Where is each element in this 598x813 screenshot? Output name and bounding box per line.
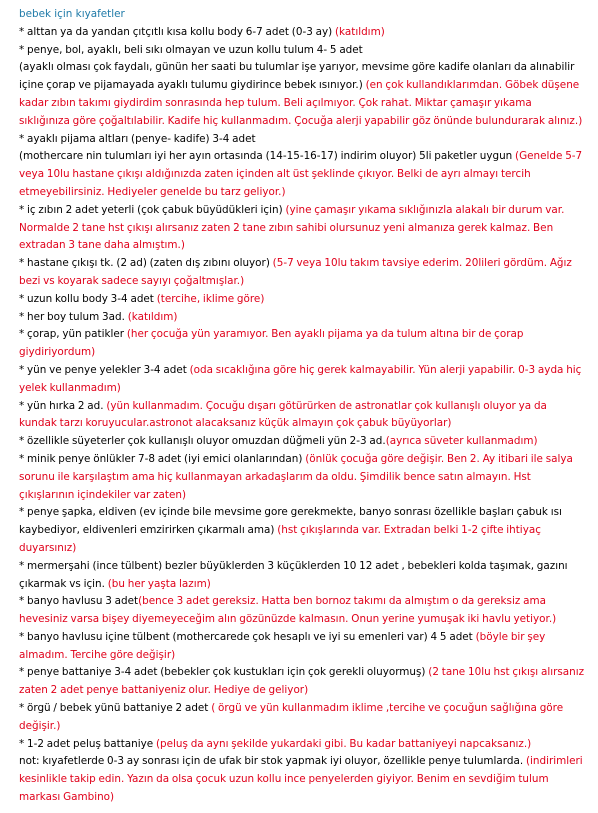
item-text: * banyo havlusu 3 adet — [19, 595, 139, 608]
list-item — [19, 736, 585, 754]
item-text: * minik penye önlükler 7-8 adet (iyi emici olanlarından) — [19, 452, 306, 465]
list-item — [19, 433, 585, 451]
list-item — [19, 202, 585, 255]
item-comment: (bence 3 adet gereksiz. Hatta ben bornoz takımı da almıştım o da gereksiz ama hevesiniz varsa bişey diyemeyeceğim alın gözünüzde kalmasın. Onun yerine yumuşak iki havlu yetiyor.) — [19, 595, 557, 626]
item-text: * uzun kollu body 3-4 adet — [19, 292, 157, 305]
item-text: * alttan ya da yandan çıtçıtlı kısa kollu body 6-7 adet (0-3 ay) — [19, 25, 335, 38]
item-comment: (5-7 veya 10lu takım tavsiye ederim. 20lileri gördüm. Ağız bezi vs koyarak sadece sayıyı çoğaltmışlar.) — [19, 257, 572, 287]
item-comment: (yine çamaşır yıkama sıklığınızla alakalı bir durum var. Normalde 2 tane hst çıkışı alırsanız zaten 2 tane zıbın sahibi olursunuz yeni almanıza gerek kalmaz. Ben extradan 3 tane daha almıştım.) — [19, 203, 565, 252]
item-comment: (bu her yaşta lazım) — [107, 577, 211, 590]
item-comment: (tercihe, iklime göre) — [156, 292, 265, 305]
document — [19, 6, 585, 807]
item-text: * 1-2 adet peluş battaniye — [19, 737, 156, 750]
item-text: * mermerşahi (ince tülbent) bezler büyüklerden 3 küçüklerden 10 12 adet , bebekleri kolda taşımak, gazını çıkarmak vs için. — [19, 559, 568, 590]
item-comment: (hst çıkışlarında var. Extradan belki 1-2 çifte ihtiyaç duyarsınız) — [19, 524, 541, 554]
item-text: * yün ve penye yelekler 3-4 adet — [19, 363, 190, 376]
item-text: * banyo havlusu içine tülbent (mothercarede çok hesaplı ve iyi su emenleri var) 4 5 adet — [19, 630, 476, 643]
item-comment: (katıldım) — [127, 310, 178, 323]
item-text: not: kıyafetlerde 0-3 ay sonrası için de ufak bir stok yapmak iyi oluyor, özellikle penye tulumlarda. — [19, 755, 526, 768]
item-comment: (her çocuğa yün yaramıyor. Ben ayaklı pijama ya da tulum altına bir de çorap giydiriyordum) — [19, 328, 524, 359]
item-comment: (indirimleri kesinlikle takip edin. Yazın da olsa çocuk uzun kollu ince penyelerden giyiyor. Benim en sevdiğim tulum markası Gambino) — [19, 755, 583, 804]
item-text: * penye şapka, eldiven (ev içinde bile mevsime gore gerekmekte, banyo sonrası özellikle başları çabuk ısı kaybediyor, eldivenleri emzirirken çıkarmalı ama) — [19, 506, 562, 537]
list-item — [19, 664, 585, 700]
item-comment: (oda sıcaklığına göre hiç gerek kalmayabilir. Yün alerji yapabilir. 0-3 ayda hiç yelek kullanmadım) — [19, 363, 582, 394]
item-text: * her boy tulum 3ad. — [19, 310, 128, 323]
page-title: bebek için kıyafetler — [19, 8, 125, 20]
list-item — [19, 593, 585, 629]
list-item — [19, 131, 585, 202]
list-item — [19, 753, 585, 806]
item-text: * penye battaniye 3-4 adet (bebekler çok kustukları için çok gerekli oluyormuş) — [19, 666, 429, 679]
item-comment: (Genelde 5-7 veya 10lu hastane çıkışı aldığınızda zaten içinden alt üst şeklinde çıkıyor. Belki de ayrı almayı tercih etmeyebilirsiniz. Hediyeler genelde bu tarz geliyor.) — [19, 150, 583, 198]
item-comment: (peluş da aynı şekilde yukardaki gibi. Bu kadar battaniyeyi napcaksanız.) — [155, 737, 532, 750]
item-text: * hastane çıkışı tk. (2 ad) (zaten dış zıbını oluyor) — [19, 257, 273, 270]
item-text: * penye, bol, ayaklı, beli sıkı olmayan ve uzun kollu tulum 4- 5 adet — [19, 43, 363, 56]
list-item — [19, 558, 585, 594]
list-item — [19, 451, 585, 504]
item-text: (mothercare nin tulumları iyi her ayın ortasında (14-15-16-17) indirim oluyor) 5li paketler uygun — [19, 150, 516, 163]
list-item — [19, 326, 585, 362]
list-item — [19, 504, 585, 557]
list-item — [19, 309, 585, 327]
item-comment: (en çok kullandıklarımdan. Göbek düşene kadar zıbın takımı giydirdim sonrasında hep tulum. Beli açılmıyor. Çok rahat. Miktar çamaşır yıkama sıklığınıza göre çoğaltılabilir. Kadife hiç kullanmadım. Çocuğa alerji yapabilir göz önünde bulundurarak alınız.) — [19, 79, 583, 127]
list-item — [19, 629, 585, 665]
item-comment: (yün kullanmadım. Çocuğu dışarı götürürken de astronatlar çok kullanışlı oluyor ya da kundak tarzı koruyucular.astronot alacaksanız küçük almayın çok çabuk büyüyorlar) — [19, 399, 547, 430]
list-item — [19, 255, 585, 291]
item-comment: (böyle bir şey almadım. Tercihe göre değişir) — [19, 630, 546, 661]
item-text: (ayaklı olması çok faydalı, günün her saati bu tulumlar işe yarıyor, mevsime göre kadife olanları da alınabilir içine çorap ve pijamayada ayaklı tulumu giydirince bebek ısınıyor.) — [19, 61, 575, 92]
list-item — [19, 362, 585, 398]
item-text: * özellikle süyeterler çok kullanışlı oluyor omuzdan düğmeli yün 2-3 ad. — [19, 435, 386, 448]
item-comment: (ayrıca süveter kullanmadım) — [385, 435, 538, 448]
list-item — [19, 291, 585, 309]
item-comment: (önlük çocuğa göre değişir. Ben 2. Ay itibari ile salya sorunu ile karşılaştım ama hiç kullanmayan arkadaşlarım da oldu. Şimdilik bence satın almayın. Hst çıkışlarının içindekiler var zaten) — [19, 452, 573, 501]
item-comment: (katıldım) — [334, 25, 385, 38]
item-text: * ayaklı pijama altları (penye- kadife) 3-4 adet — [19, 132, 256, 145]
list-item — [19, 700, 585, 736]
item-text: * yün hırka 2 ad. — [19, 399, 107, 412]
list-item — [19, 42, 585, 131]
item-list — [19, 24, 585, 807]
item-text: * örgü / bebek yünü battaniye 2 adet — [19, 702, 212, 715]
item-text: * çorap, yün patikler — [19, 328, 127, 341]
item-comment: (2 tane 10lu hst çıkışı alırsanız zaten 2 adet penye battaniyeniz olur. Hediye de geliyor) — [19, 666, 585, 697]
list-item — [19, 398, 585, 434]
item-comment: ( örgü ve yün kullanmadım iklime ,tercihe ve çocuğun sağlığına göre değişir.) — [19, 702, 564, 732]
item-text: * iç zıbın 2 adet yeterli (çok çabuk büyüdükleri için) — [19, 203, 286, 216]
list-item — [19, 24, 585, 42]
